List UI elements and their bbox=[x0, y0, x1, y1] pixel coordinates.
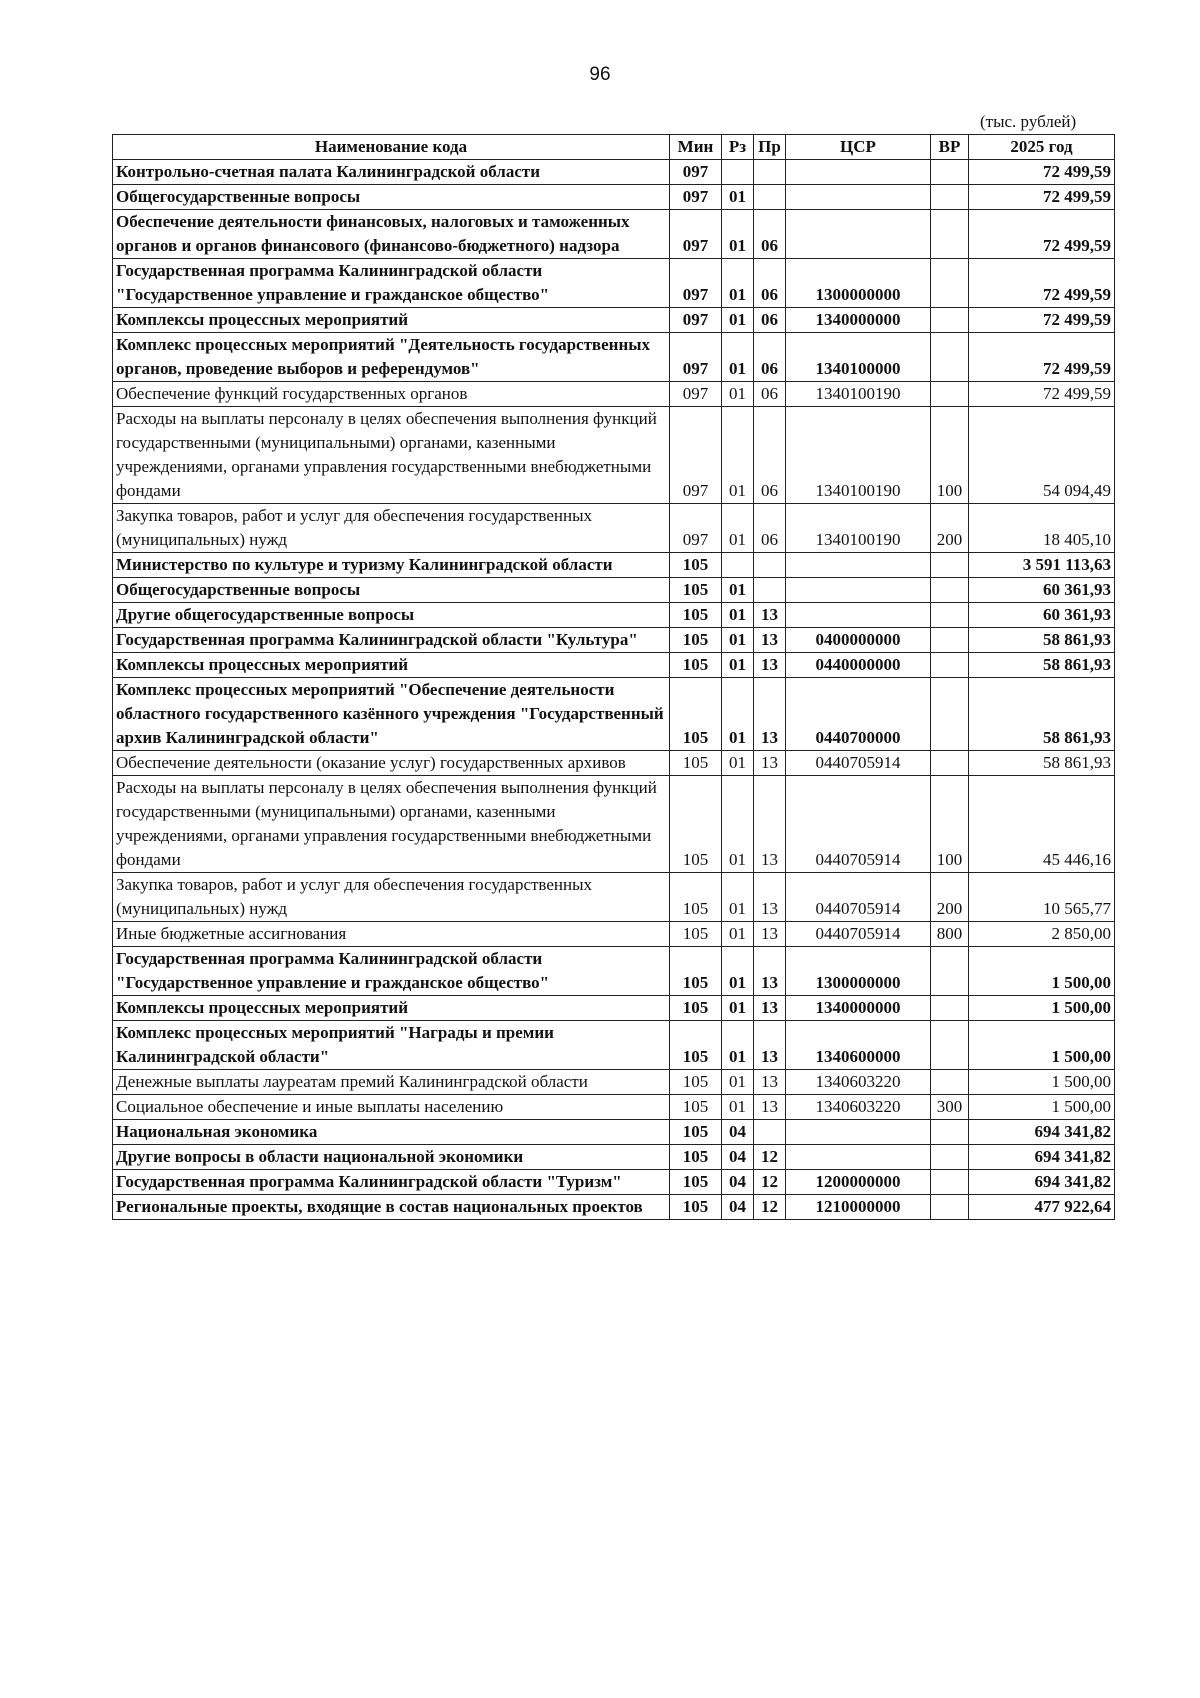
cell-vr bbox=[931, 996, 969, 1021]
cell-name: Государственная программа Калининградской области "Государственное управление и гражданское общество" bbox=[113, 947, 670, 996]
cell-pr: 13 bbox=[754, 1070, 786, 1095]
table-row bbox=[113, 678, 1115, 751]
cell-pr: 13 bbox=[754, 996, 786, 1021]
table-body bbox=[113, 160, 1115, 1220]
cell-pr: 13 bbox=[754, 628, 786, 653]
cell-vr bbox=[931, 333, 969, 382]
cell-amount: 1 500,00 bbox=[969, 1095, 1115, 1120]
cell-pr: 13 bbox=[754, 678, 786, 751]
cell-name: Национальная экономика bbox=[113, 1120, 670, 1145]
cell-name: Обеспечение деятельности (оказание услуг) государственных архивов bbox=[113, 751, 670, 776]
cell-min: 105 bbox=[670, 1021, 722, 1070]
cell-rz bbox=[722, 160, 754, 185]
cell-pr: 06 bbox=[754, 382, 786, 407]
cell-pr: 06 bbox=[754, 504, 786, 553]
cell-vr bbox=[931, 1120, 969, 1145]
table-row bbox=[113, 210, 1115, 259]
cell-vr bbox=[931, 185, 969, 210]
table-row bbox=[113, 1170, 1115, 1195]
cell-name: Контрольно-счетная палата Калининградской области bbox=[113, 160, 670, 185]
header-rz: Рз bbox=[722, 135, 754, 160]
cell-pr: 06 bbox=[754, 407, 786, 504]
cell-vr bbox=[931, 382, 969, 407]
page-number: 96 bbox=[589, 64, 611, 85]
cell-csr: 1340100190 bbox=[786, 382, 931, 407]
cell-amount: 694 341,82 bbox=[969, 1170, 1115, 1195]
cell-name: Комплексы процессных мероприятий bbox=[113, 653, 670, 678]
cell-vr bbox=[931, 1145, 969, 1170]
table-row bbox=[113, 628, 1115, 653]
cell-pr: 06 bbox=[754, 333, 786, 382]
cell-min: 105 bbox=[670, 1195, 722, 1220]
cell-pr bbox=[754, 1120, 786, 1145]
table-row bbox=[113, 259, 1115, 308]
cell-rz: 04 bbox=[722, 1120, 754, 1145]
cell-min: 097 bbox=[670, 160, 722, 185]
cell-vr bbox=[931, 210, 969, 259]
cell-pr: 06 bbox=[754, 210, 786, 259]
cell-pr: 12 bbox=[754, 1170, 786, 1195]
cell-amount: 18 405,10 bbox=[969, 504, 1115, 553]
cell-pr: 06 bbox=[754, 308, 786, 333]
cell-rz: 01 bbox=[722, 751, 754, 776]
cell-vr bbox=[931, 678, 969, 751]
cell-amount: 58 861,93 bbox=[969, 751, 1115, 776]
table-row bbox=[113, 751, 1115, 776]
cell-amount: 60 361,93 bbox=[969, 578, 1115, 603]
cell-rz: 01 bbox=[722, 922, 754, 947]
header-name: Наименование кода bbox=[113, 135, 670, 160]
cell-amount: 45 446,16 bbox=[969, 776, 1115, 873]
cell-min: 097 bbox=[670, 308, 722, 333]
cell-csr: 0440705914 bbox=[786, 873, 931, 922]
table-row bbox=[113, 1120, 1115, 1145]
cell-pr: 06 bbox=[754, 259, 786, 308]
table-row bbox=[113, 1070, 1115, 1095]
header-vr: ВР bbox=[931, 135, 969, 160]
cell-amount: 72 499,59 bbox=[969, 308, 1115, 333]
cell-rz: 01 bbox=[722, 653, 754, 678]
cell-vr: 200 bbox=[931, 873, 969, 922]
cell-name: Другие вопросы в области национальной экономики bbox=[113, 1145, 670, 1170]
cell-pr: 13 bbox=[754, 922, 786, 947]
cell-amount: 1 500,00 bbox=[969, 996, 1115, 1021]
cell-amount: 72 499,59 bbox=[969, 259, 1115, 308]
cell-amount: 1 500,00 bbox=[969, 1070, 1115, 1095]
table-row bbox=[113, 185, 1115, 210]
cell-rz: 04 bbox=[722, 1170, 754, 1195]
cell-pr: 13 bbox=[754, 1021, 786, 1070]
cell-vr bbox=[931, 751, 969, 776]
cell-csr: 1340603220 bbox=[786, 1070, 931, 1095]
cell-rz: 01 bbox=[722, 1095, 754, 1120]
table-row bbox=[113, 578, 1115, 603]
cell-amount: 72 499,59 bbox=[969, 160, 1115, 185]
cell-csr: 1340100190 bbox=[786, 407, 931, 504]
cell-min: 105 bbox=[670, 553, 722, 578]
cell-amount: 694 341,82 bbox=[969, 1120, 1115, 1145]
cell-vr bbox=[931, 259, 969, 308]
cell-min: 105 bbox=[670, 1145, 722, 1170]
table-row bbox=[113, 922, 1115, 947]
cell-rz bbox=[722, 553, 754, 578]
cell-min: 105 bbox=[670, 1095, 722, 1120]
cell-vr bbox=[931, 160, 969, 185]
table-row bbox=[113, 407, 1115, 504]
cell-csr: 1340600000 bbox=[786, 1021, 931, 1070]
cell-rz: 01 bbox=[722, 996, 754, 1021]
cell-pr: 13 bbox=[754, 776, 786, 873]
cell-min: 097 bbox=[670, 185, 722, 210]
cell-pr: 13 bbox=[754, 751, 786, 776]
cell-csr: 1300000000 bbox=[786, 947, 931, 996]
cell-name: Общегосударственные вопросы bbox=[113, 185, 670, 210]
cell-name: Обеспечение функций государственных органов bbox=[113, 382, 670, 407]
table-row bbox=[113, 996, 1115, 1021]
table-row bbox=[113, 553, 1115, 578]
cell-rz: 01 bbox=[722, 504, 754, 553]
cell-name: Общегосударственные вопросы bbox=[113, 578, 670, 603]
cell-rz: 01 bbox=[722, 407, 754, 504]
cell-csr: 1210000000 bbox=[786, 1195, 931, 1220]
cell-vr: 300 bbox=[931, 1095, 969, 1120]
table-row bbox=[113, 873, 1115, 922]
cell-min: 105 bbox=[670, 603, 722, 628]
cell-pr: 13 bbox=[754, 947, 786, 996]
table-row bbox=[113, 1021, 1115, 1070]
table-row bbox=[113, 653, 1115, 678]
cell-amount: 694 341,82 bbox=[969, 1145, 1115, 1170]
cell-vr bbox=[931, 1170, 969, 1195]
cell-rz: 01 bbox=[722, 382, 754, 407]
cell-amount: 58 861,93 bbox=[969, 628, 1115, 653]
cell-name: Комплексы процессных мероприятий bbox=[113, 996, 670, 1021]
cell-rz: 01 bbox=[722, 947, 754, 996]
cell-rz: 01 bbox=[722, 776, 754, 873]
table-row bbox=[113, 603, 1115, 628]
cell-rz: 01 bbox=[722, 603, 754, 628]
cell-amount: 72 499,59 bbox=[969, 333, 1115, 382]
cell-min: 105 bbox=[670, 678, 722, 751]
cell-amount: 1 500,00 bbox=[969, 1021, 1115, 1070]
cell-pr: 13 bbox=[754, 873, 786, 922]
header-year: 2025 год bbox=[969, 135, 1115, 160]
cell-amount: 477 922,64 bbox=[969, 1195, 1115, 1220]
cell-csr bbox=[786, 1120, 931, 1145]
table-row bbox=[113, 308, 1115, 333]
table-row bbox=[113, 504, 1115, 553]
cell-name: Комплекс процессных мероприятий "Деятельность государственных органов, проведение выборов и референдумов" bbox=[113, 333, 670, 382]
cell-rz: 01 bbox=[722, 1021, 754, 1070]
cell-amount: 54 094,49 bbox=[969, 407, 1115, 504]
cell-name: Другие общегосударственные вопросы bbox=[113, 603, 670, 628]
cell-min: 105 bbox=[670, 873, 722, 922]
table-row bbox=[113, 776, 1115, 873]
cell-vr bbox=[931, 947, 969, 996]
cell-pr: 13 bbox=[754, 653, 786, 678]
cell-name: Закупка товаров, работ и услуг для обеспечения государственных (муниципальных) нужд bbox=[113, 873, 670, 922]
cell-amount: 3 591 113,63 bbox=[969, 553, 1115, 578]
cell-rz: 01 bbox=[722, 308, 754, 333]
cell-pr bbox=[754, 160, 786, 185]
table-header-row bbox=[113, 135, 1115, 160]
cell-csr: 1300000000 bbox=[786, 259, 931, 308]
table-row bbox=[113, 947, 1115, 996]
cell-csr bbox=[786, 160, 931, 185]
cell-csr: 1340603220 bbox=[786, 1095, 931, 1120]
cell-csr bbox=[786, 553, 931, 578]
cell-amount: 72 499,59 bbox=[969, 210, 1115, 259]
cell-min: 097 bbox=[670, 504, 722, 553]
cell-name: Комплексы процессных мероприятий bbox=[113, 308, 670, 333]
cell-vr bbox=[931, 603, 969, 628]
cell-min: 105 bbox=[670, 1070, 722, 1095]
cell-vr: 100 bbox=[931, 776, 969, 873]
cell-amount: 72 499,59 bbox=[969, 382, 1115, 407]
header-min: Мин bbox=[670, 135, 722, 160]
cell-min: 105 bbox=[670, 628, 722, 653]
cell-amount: 10 565,77 bbox=[969, 873, 1115, 922]
cell-rz: 04 bbox=[722, 1195, 754, 1220]
cell-name: Расходы на выплаты персоналу в целях обеспечения выполнения функций государственными (муниципальными) органами, казенными учреждениями, органами управления государственными внебюджетными фондами bbox=[113, 776, 670, 873]
cell-name: Государственная программа Калининградской области "Туризм" bbox=[113, 1170, 670, 1195]
cell-min: 105 bbox=[670, 1170, 722, 1195]
budget-table bbox=[112, 134, 1115, 1220]
table-row bbox=[113, 1145, 1115, 1170]
cell-min: 105 bbox=[670, 653, 722, 678]
cell-csr bbox=[786, 185, 931, 210]
cell-name: Комплекс процессных мероприятий "Награды и премии Калининградской области" bbox=[113, 1021, 670, 1070]
cell-pr bbox=[754, 553, 786, 578]
cell-csr bbox=[786, 578, 931, 603]
cell-csr: 1340100000 bbox=[786, 333, 931, 382]
cell-csr: 0440700000 bbox=[786, 678, 931, 751]
cell-min: 097 bbox=[670, 333, 722, 382]
cell-name: Министерство по культуре и туризму Калининградской области bbox=[113, 553, 670, 578]
cell-name: Иные бюджетные ассигнования bbox=[113, 922, 670, 947]
table-row bbox=[113, 1195, 1115, 1220]
cell-csr: 1340000000 bbox=[786, 308, 931, 333]
cell-csr bbox=[786, 210, 931, 259]
cell-name: Обеспечение деятельности финансовых, налоговых и таможенных органов и органов финансового (финансово-бюджетного) надзора bbox=[113, 210, 670, 259]
cell-pr bbox=[754, 578, 786, 603]
cell-csr: 0440000000 bbox=[786, 653, 931, 678]
cell-min: 097 bbox=[670, 382, 722, 407]
cell-csr: 1340000000 bbox=[786, 996, 931, 1021]
cell-min: 105 bbox=[670, 578, 722, 603]
cell-name: Региональные проекты, входящие в состав национальных проектов bbox=[113, 1195, 670, 1220]
cell-amount: 2 850,00 bbox=[969, 922, 1115, 947]
cell-rz: 01 bbox=[722, 1070, 754, 1095]
cell-rz: 01 bbox=[722, 185, 754, 210]
cell-amount: 58 861,93 bbox=[969, 678, 1115, 751]
cell-vr bbox=[931, 553, 969, 578]
cell-rz: 01 bbox=[722, 578, 754, 603]
cell-pr: 12 bbox=[754, 1145, 786, 1170]
header-pr: Пр bbox=[754, 135, 786, 160]
header-csr: ЦСР bbox=[786, 135, 931, 160]
cell-vr: 200 bbox=[931, 504, 969, 553]
cell-vr: 800 bbox=[931, 922, 969, 947]
cell-name: Денежные выплаты лауреатам премий Калининградской области bbox=[113, 1070, 670, 1095]
cell-amount: 60 361,93 bbox=[969, 603, 1115, 628]
cell-min: 105 bbox=[670, 922, 722, 947]
cell-min: 105 bbox=[670, 947, 722, 996]
table-row bbox=[113, 160, 1115, 185]
cell-name: Государственная программа Калининградской области "Культура" bbox=[113, 628, 670, 653]
table-row bbox=[113, 382, 1115, 407]
cell-csr: 0440705914 bbox=[786, 922, 931, 947]
cell-rz: 01 bbox=[722, 873, 754, 922]
cell-name: Государственная программа Калининградской области "Государственное управление и гражданское общество" bbox=[113, 259, 670, 308]
cell-csr bbox=[786, 603, 931, 628]
cell-pr: 13 bbox=[754, 603, 786, 628]
cell-vr bbox=[931, 578, 969, 603]
cell-vr bbox=[931, 653, 969, 678]
cell-min: 105 bbox=[670, 776, 722, 873]
cell-min: 105 bbox=[670, 751, 722, 776]
table-row bbox=[113, 333, 1115, 382]
cell-rz: 01 bbox=[722, 333, 754, 382]
cell-vr bbox=[931, 1195, 969, 1220]
cell-vr bbox=[931, 1070, 969, 1095]
cell-rz: 01 bbox=[722, 259, 754, 308]
cell-amount: 72 499,59 bbox=[969, 185, 1115, 210]
cell-csr: 0440705914 bbox=[786, 776, 931, 873]
cell-pr: 12 bbox=[754, 1195, 786, 1220]
cell-name: Комплекс процессных мероприятий "Обеспечение деятельности областного государственного казённого учреждения "Государственный архив Калининградской области" bbox=[113, 678, 670, 751]
cell-name: Закупка товаров, работ и услуг для обеспечения государственных (муниципальных) нужд bbox=[113, 504, 670, 553]
cell-csr: 1340100190 bbox=[786, 504, 931, 553]
cell-rz: 01 bbox=[722, 628, 754, 653]
cell-rz: 04 bbox=[722, 1145, 754, 1170]
cell-rz: 01 bbox=[722, 678, 754, 751]
cell-min: 105 bbox=[670, 1120, 722, 1145]
cell-name: Социальное обеспечение и иные выплаты населению bbox=[113, 1095, 670, 1120]
cell-min: 097 bbox=[670, 259, 722, 308]
cell-vr bbox=[931, 1021, 969, 1070]
cell-rz: 01 bbox=[722, 210, 754, 259]
cell-csr bbox=[786, 1145, 931, 1170]
cell-pr: 13 bbox=[754, 1095, 786, 1120]
cell-csr: 0440705914 bbox=[786, 751, 931, 776]
cell-vr bbox=[931, 308, 969, 333]
cell-name: Расходы на выплаты персоналу в целях обеспечения выполнения функций государственными (муниципальными) органами, казенными учреждениями, органами управления государственными внебюджетными фондами bbox=[113, 407, 670, 504]
cell-vr: 100 bbox=[931, 407, 969, 504]
cell-min: 105 bbox=[670, 996, 722, 1021]
cell-amount: 1 500,00 bbox=[969, 947, 1115, 996]
cell-min: 097 bbox=[670, 407, 722, 504]
units-label: (тыс. рублей) bbox=[980, 112, 1077, 131]
cell-vr bbox=[931, 628, 969, 653]
cell-pr bbox=[754, 185, 786, 210]
cell-csr: 0400000000 bbox=[786, 628, 931, 653]
cell-csr: 1200000000 bbox=[786, 1170, 931, 1195]
table-row bbox=[113, 1095, 1115, 1120]
cell-min: 097 bbox=[670, 210, 722, 259]
cell-amount: 58 861,93 bbox=[969, 653, 1115, 678]
